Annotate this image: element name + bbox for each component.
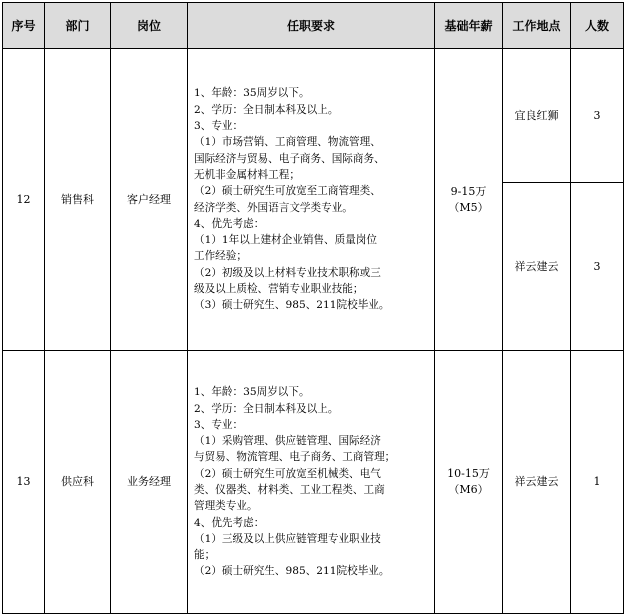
header-dept: 部门	[45, 3, 111, 49]
header-row	[3, 3, 624, 49]
requirement-line: 3、专业：	[194, 418, 244, 431]
requirement-line: 与贸易、物流管理、电子商务、工商管理；	[194, 451, 396, 464]
requirement-line: 能；	[194, 549, 216, 562]
row-salary	[435, 49, 503, 351]
table-row	[3, 351, 624, 614]
row-requirements	[188, 351, 435, 614]
row-location: 祥云建云	[503, 351, 571, 614]
row-no: 13	[3, 351, 45, 614]
salary-grade: （M5）	[448, 200, 489, 214]
row-no: 12	[3, 49, 45, 351]
requirement-line: 1、年龄：35周岁以下。	[194, 87, 310, 100]
requirement-line: 4、优先考虑：	[194, 217, 265, 230]
requirement-line: （1）市场营销、工商管理、物流管理、	[194, 136, 381, 149]
requirement-line: 工作经验；	[194, 250, 247, 263]
requirement-line: 类、仪器类、材料类、工业工程类、工商	[194, 484, 385, 496]
header-requirements: 任职要求	[188, 3, 435, 49]
row-count: 1	[571, 351, 624, 614]
row-location: 宜良红狮	[503, 49, 571, 183]
requirement-line: （2）硕士研究生可放宽至工商管理类、	[194, 185, 381, 198]
requirement-line: 无机非金属材料工程；	[194, 168, 300, 181]
row-dept: 销售科	[45, 49, 111, 351]
row-location: 祥云建云	[503, 183, 571, 351]
header-location: 工作地点	[503, 3, 571, 49]
row-count: 3	[571, 183, 624, 351]
requirement-line: 2、学历：全日制本科及以上。	[194, 402, 339, 415]
requirement-line: （1）三级及以上供应链管理专业职业技	[194, 532, 381, 545]
requirement-line: （1）1年以上建材企业销售、质量岗位	[194, 234, 377, 247]
requirement-line: （3）硕士研究生、985、211院校毕业。	[194, 299, 390, 312]
requirement-line: 国际经济与贸易、电子商务、国际商务、	[194, 152, 385, 165]
salary-range: 9-15万	[450, 184, 487, 198]
row-position: 业务经理	[111, 351, 188, 614]
table-row	[3, 49, 624, 183]
salary-grade: （M6）	[448, 483, 489, 496]
requirement-line: 级及以上质检、营销专业职业技能；	[194, 282, 364, 295]
job-table	[2, 2, 624, 614]
requirement-line: 管理类专业。	[194, 500, 258, 513]
row-dept: 供应科	[45, 351, 111, 614]
header-count: 人数	[571, 3, 624, 49]
requirement-line: 2、学历：全日制本科及以上。	[194, 103, 339, 116]
requirement-line: （2）初级及以上材料专业技术职称或三	[194, 266, 381, 279]
requirement-line: 3、专业：	[194, 120, 244, 133]
row-requirements	[188, 49, 435, 351]
requirement-line: 经济学类、外国语言文学类专业。	[194, 201, 353, 214]
header-no: 序号	[3, 3, 45, 49]
row-position: 客户经理	[111, 49, 188, 351]
row-salary	[435, 351, 503, 614]
row-count: 3	[571, 49, 624, 183]
salary-range: 10-15万	[447, 467, 490, 480]
requirement-line: 4、优先考虑：	[194, 516, 265, 529]
requirement-line: （1）采购管理、供应链管理、国际经济	[194, 435, 381, 448]
header-position: 岗位	[111, 3, 188, 49]
requirement-line: 1、年龄：35周岁以下。	[194, 386, 310, 399]
requirement-line: （2）硕士研究生、985、211院校毕业。	[194, 565, 390, 578]
header-salary: 基础年薪	[435, 3, 503, 49]
requirement-line: （2）硕士研究生可放宽至机械类、电气	[194, 467, 381, 480]
